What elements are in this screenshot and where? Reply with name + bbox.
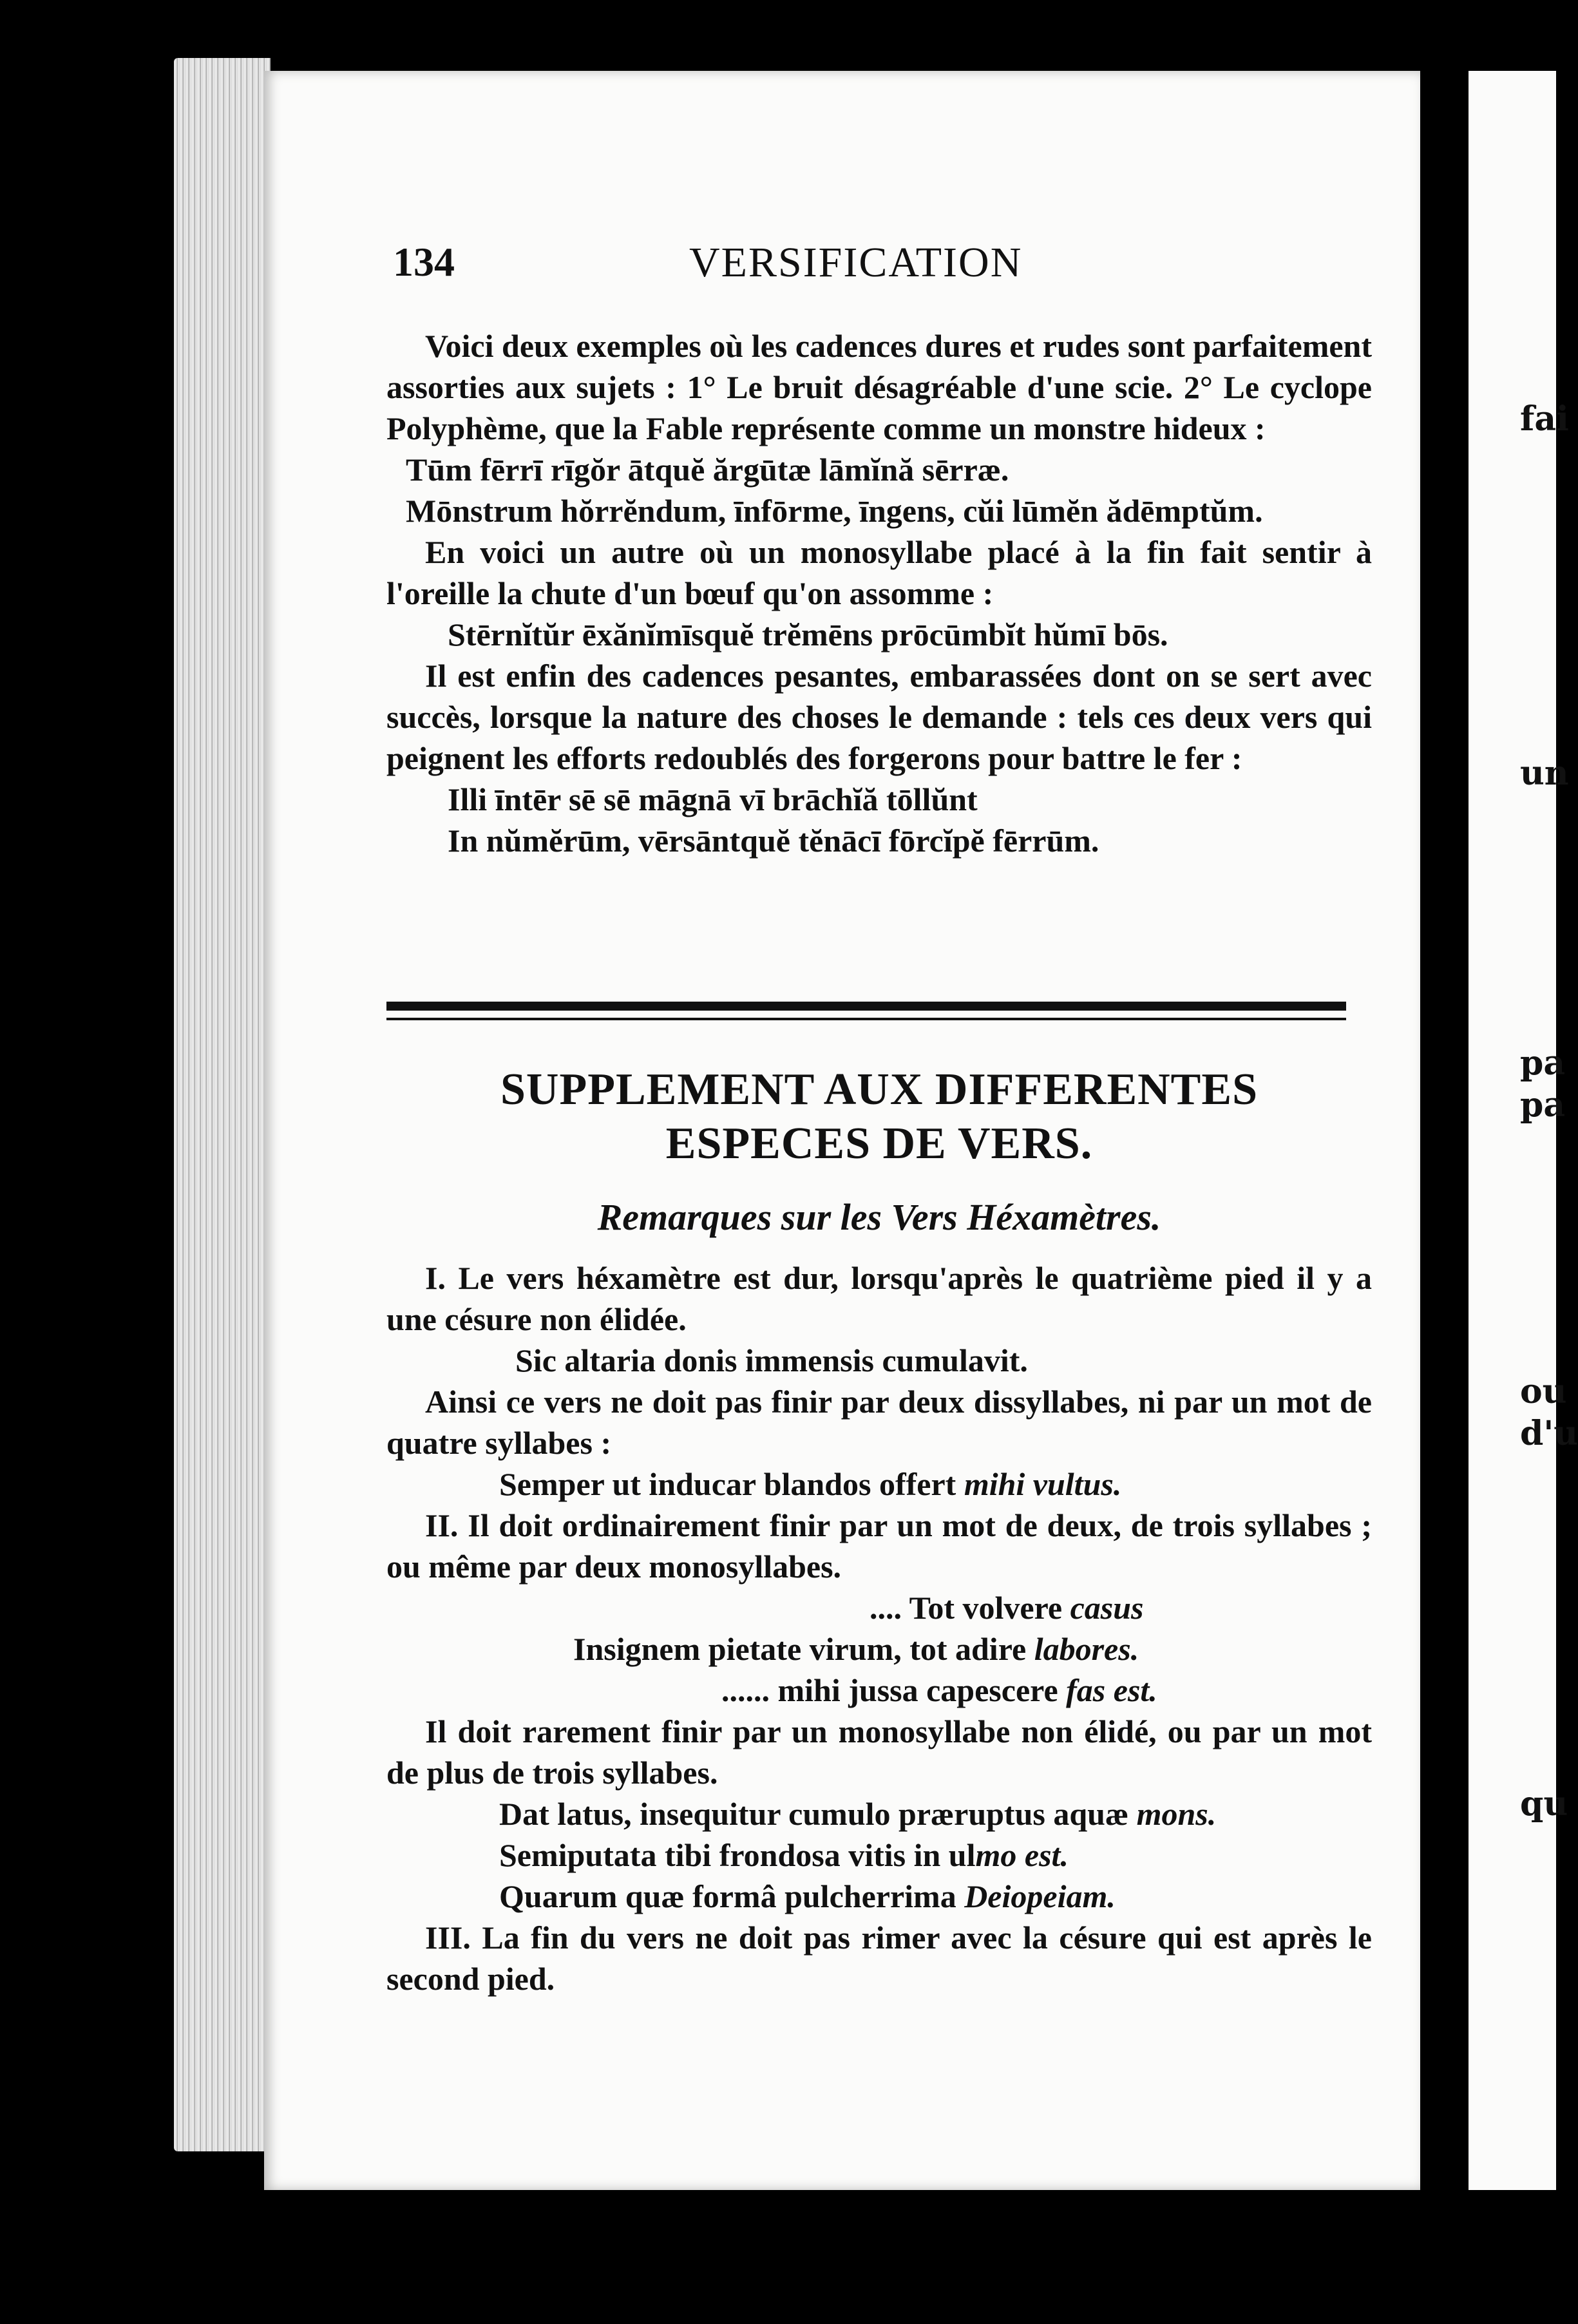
section-title: [386, 1063, 1372, 1171]
section-title-line2: ESPECES DE VERS.: [665, 1119, 1093, 1168]
latin-example: Sic altaria donis immensis cumulavit.: [515, 1342, 1028, 1378]
latin-example: [386, 1587, 1372, 1628]
paragraph: Il est enfin des cadences pesantes, embarassées dont on se sert avec succès, lorsque la nature des choses le demande : tels ces deux vers qui peignent les efforts redoublés des forgerons pour battre le fer :: [386, 658, 1372, 776]
facing-page-fragment: pa: [1520, 1043, 1566, 1083]
latin-example: [386, 1670, 1372, 1711]
latin-verse: Stērnĭtŭr ēxănĭmīsquĕ trĕmēns prōcūmbĭt hŭmī bōs.: [448, 616, 1168, 652]
supplement-section: [386, 1063, 1372, 1999]
section-title-line1: SUPPLEMENT AUX DIFFERENTES: [500, 1065, 1258, 1114]
rule-paragraph: I. Le vers héxamètre est dur, lorsqu'après le quatrième pied il y a une césure non élidée.: [386, 1260, 1372, 1337]
latin-example-text: .... Tot volvere: [870, 1590, 1070, 1626]
latin-example-text: Dat latus, insequitur cumulo præruptus aquæ: [499, 1796, 1137, 1832]
latin-example-italic: mons.: [1136, 1796, 1217, 1832]
facing-page-fragment: ou: [1520, 1372, 1567, 1411]
latin-example-text: Semiputata tibi frondosa vitis in ul: [499, 1837, 976, 1873]
intro-text: [386, 325, 1372, 861]
latin-example-text: Quarum quæ formâ pulcherrima: [499, 1878, 965, 1914]
latin-example-text: Semper ut inducar blandos offert: [499, 1466, 964, 1502]
latin-example: [386, 1834, 1372, 1876]
book-page-edges: [174, 58, 271, 2151]
rule-paragraph: II. Il doit ordinairement finir par un mot de deux, de trois syllabes ; ou même par deux monosyllabes.: [386, 1507, 1372, 1585]
latin-example-italic: mihi vultus.: [964, 1466, 1122, 1502]
facing-page-fragment: un: [1520, 754, 1569, 793]
page-number: 134: [393, 239, 455, 285]
latin-example: [386, 1793, 1372, 1834]
facing-page-fragment: pa: [1520, 1085, 1566, 1125]
latin-example-text: Insignem pietate virum, tot adire: [573, 1631, 1034, 1667]
latin-example-italic: mo est.: [975, 1837, 1069, 1873]
latin-verse: In nŭmĕrūm, vērsāntquĕ tĕnācī fōrcĭpĕ fērrūm.: [448, 823, 1099, 859]
paragraph: Voici deux exemples où les cadences dures et rudes sont parfaitement assorties aux sujets : 1° Le bruit désagréable d'une scie. 2° Le cyclope Polyphème, que la Fable représente comme un monstre hideux :: [386, 328, 1372, 446]
section-divider-thin: [386, 1018, 1346, 1020]
latin-example-text: ...... mihi jussa capescere: [721, 1672, 1067, 1708]
latin-verse: Mōnstrum hŏrrĕndum, īnfōrme, īngens, cŭi lūmĕn ădēmptŭm.: [406, 493, 1263, 529]
page-header: [393, 238, 1385, 290]
rule-paragraph: Ainsi ce vers ne doit pas finir par deux dissyllabes, ni par un mot de quatre syllabes :: [386, 1384, 1372, 1461]
latin-verse: Tūm fērrī rīgŏr ātquĕ ărgūtæ lāmĭnă sērræ.: [406, 452, 1009, 488]
latin-example-italic: Deiopeiam.: [964, 1878, 1116, 1914]
latin-example-italic: labores.: [1034, 1631, 1139, 1667]
latin-example-italic: casus: [1070, 1590, 1144, 1626]
section-divider: [386, 1002, 1346, 1011]
section-subtitle: Remarques sur les Vers Héxamètres.: [597, 1196, 1161, 1238]
running-head: VERSIFICATION: [689, 239, 1023, 286]
rule-paragraph: III. La fin du vers ne doit pas rimer avec la césure qui est après le second pied.: [386, 1919, 1372, 1997]
paragraph: En voici un autre où un monosyllabe placé à la fin fait sentir à l'oreille la chute d'un bœuf qu'on assomme :: [386, 534, 1372, 611]
facing-page: [1469, 71, 1578, 2190]
facing-page-fragment: qu: [1520, 1784, 1568, 1824]
latin-example: [386, 1628, 1372, 1670]
latin-example-italic: fas est.: [1066, 1672, 1157, 1708]
facing-page-fragment: fai: [1520, 399, 1569, 439]
latin-example: [386, 1463, 1372, 1505]
latin-verse: Illi īntēr sē sē māgnā vī brāchĭă tōllŭnt: [448, 781, 978, 817]
latin-example: [386, 1876, 1372, 1917]
rule-paragraph: Il doit rarement finir par un monosyllabe non élidé, ou par un mot de plus de trois syllabes.: [386, 1713, 1372, 1791]
facing-page-fragment: d'u: [1520, 1414, 1578, 1453]
